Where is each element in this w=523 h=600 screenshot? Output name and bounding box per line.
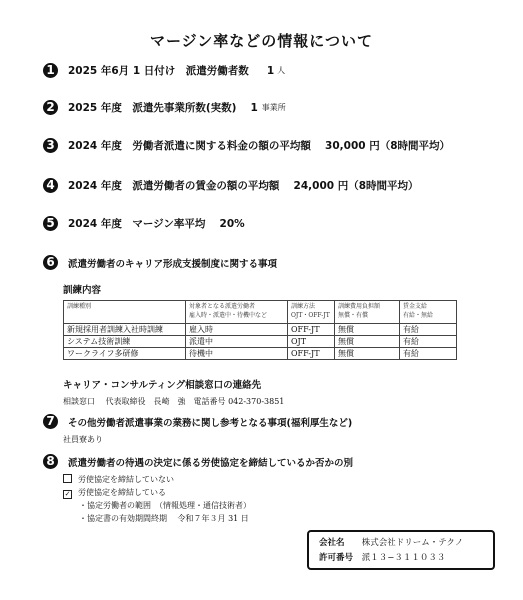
item-2 — [43, 100, 286, 115]
item-4 — [43, 178, 419, 193]
option-label: 労使協定を締結している — [78, 488, 166, 497]
table-cell: OJT — [288, 336, 335, 348]
item-number: 8 — [43, 454, 58, 469]
option-agreement — [63, 487, 166, 499]
table-cell: 有給 — [400, 324, 457, 336]
table-cell: 待機中 — [186, 348, 288, 360]
item-number: 6 — [43, 255, 58, 270]
table-row — [64, 348, 457, 360]
company-name: 株式会社ドリーム・テクノ — [361, 538, 464, 548]
checkbox-checked-icon: ✓ — [64, 490, 71, 498]
item-label: 派遣労働者のキャリア形成支援制度に関する事項 — [68, 258, 278, 270]
item-8 — [43, 454, 353, 469]
item-number: 1 — [43, 63, 58, 78]
career-heading: キャリア・コンサルティング相談窓口の連絡先 — [63, 380, 262, 391]
item-value: 1 — [250, 101, 258, 114]
company-name-line — [319, 536, 463, 548]
item-label: 2025 年度 派遣先事業所数(実数) — [68, 102, 237, 114]
item-unit: 事業所 — [261, 103, 286, 112]
permit-number-label: 許可番号 — [319, 553, 354, 563]
item-7-text: 社員寮あり — [63, 435, 103, 444]
item-label: 2024 年度 労働者派遣に関する料金の額の平均額 30,000 円（8時間平均） — [68, 140, 451, 152]
career-contact: 相談窓口 代表取締役 長崎 強 電話番号 042-370-3851 — [63, 397, 285, 406]
table-header-cell: 賃金支給 有給・無給 — [400, 301, 457, 324]
agreement-period: ・協定書の有効期間終期 令和７年３月 31 日 — [79, 514, 249, 523]
table-cell: 雇入時 — [186, 324, 288, 336]
table-cell: 無償 — [335, 324, 400, 336]
table-row — [64, 324, 457, 336]
table-cell: ワークライフ多研修 — [64, 348, 186, 360]
permit-number-line — [319, 551, 445, 563]
item-number: 5 — [43, 216, 58, 231]
item-1 — [43, 63, 285, 78]
page-title: マージン率などの情報について — [149, 32, 374, 50]
item-label: 2024 年度 派遣労働者の賃金の額の平均額 24,000 円（8時間平均） — [68, 180, 419, 192]
company-info-box — [307, 530, 495, 570]
training-table — [63, 300, 457, 360]
table-cell: OFF-JT — [288, 348, 335, 360]
item-value: 1 — [266, 64, 275, 77]
item-number: 7 — [43, 414, 58, 429]
item-label: その他労働者派遣事業の業務に関し参考となる事項(福利厚生など) — [68, 417, 353, 429]
table-cell: 無償 — [335, 336, 400, 348]
option-no-agreement — [63, 474, 174, 485]
permit-number: 派１３−３１１０３３ — [361, 553, 446, 563]
table-cell: 新規採用者訓練入社時訓練 — [64, 324, 186, 336]
item-number: 3 — [43, 138, 58, 153]
table-header-cell: 対象者となる派遣労働者 雇入時・派遣中・待機中など — [186, 301, 288, 324]
item-label: 2024 年度 マージン率平均 20% — [68, 218, 245, 230]
table-cell: OFF-JT — [288, 324, 335, 336]
table-header-cell: 訓練費用負担額 無償・有償 — [335, 301, 400, 324]
item-label: 2025 年6月 1 日付け 派遣労働者数 — [68, 65, 249, 77]
item-6 — [43, 255, 277, 270]
training-heading: 訓練内容 — [63, 285, 102, 296]
table-header-cell: 訓練種別 — [64, 301, 186, 324]
table-cell: 有給 — [400, 348, 457, 360]
table-header-cell: 訓練方法 OJT・OFF-JT — [288, 301, 335, 324]
table-cell: システム技術訓練 — [64, 336, 186, 348]
company-name-label: 会社名 — [319, 538, 345, 548]
option-label: 労使協定を締結していない — [78, 475, 174, 484]
item-5 — [43, 216, 245, 231]
table-header-row — [64, 301, 457, 324]
item-label: 派遣労働者の待遇の決定に係る労使協定を締結しているか否かの別 — [68, 457, 354, 469]
item-number: 2 — [43, 100, 58, 115]
item-number: 4 — [43, 178, 58, 193]
item-unit: 人 — [277, 66, 286, 75]
item-3 — [43, 138, 450, 153]
table-cell: 無償 — [335, 348, 400, 360]
checkbox-empty-icon — [63, 474, 72, 483]
table-cell: 有給 — [400, 336, 457, 348]
table-cell: 派遣中 — [186, 336, 288, 348]
table-row — [64, 336, 457, 348]
item-7 — [43, 414, 352, 429]
agreement-scope: ・協定労働者の範囲 （情報処理・通信技術者） — [79, 501, 251, 510]
